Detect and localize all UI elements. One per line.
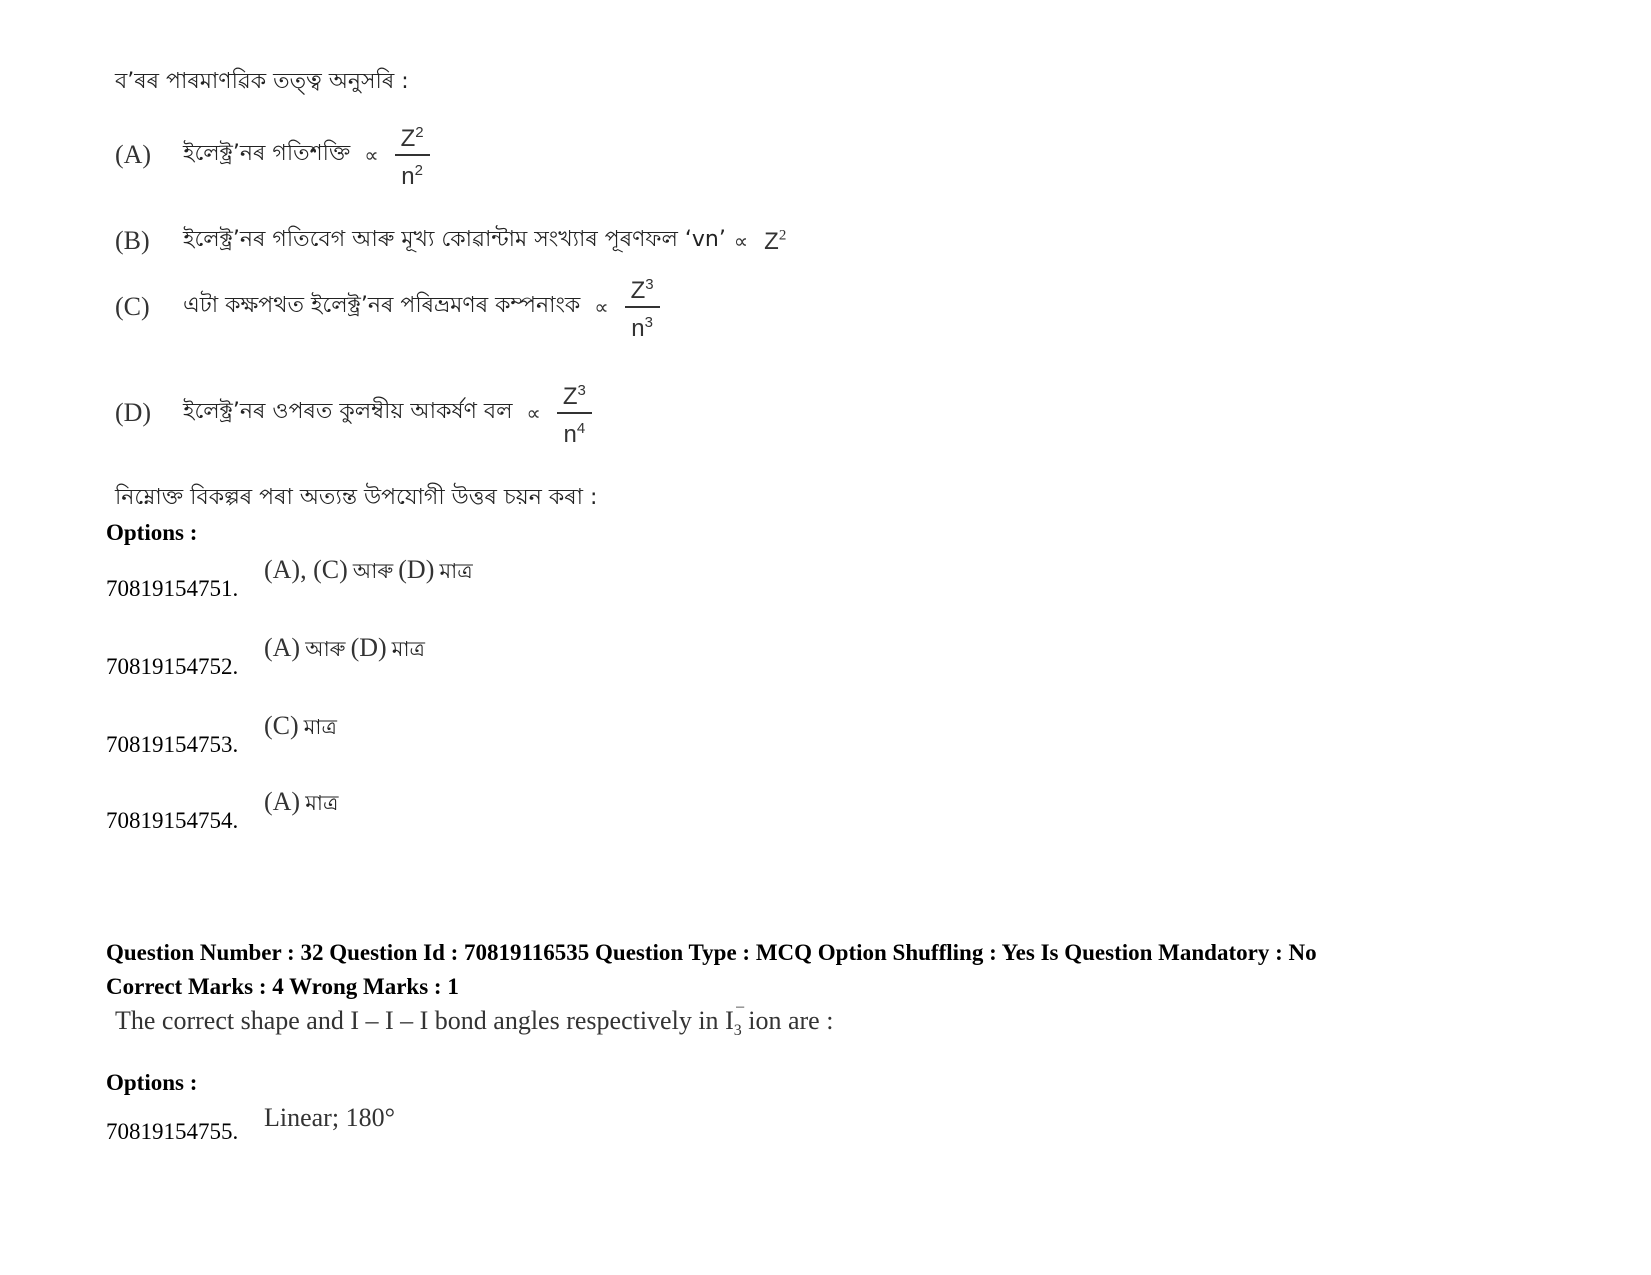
choose-prompt: নিম্নোক্ত বিকল্পৰ পৰা অত্যন্ত উপযোগী উত্তৰ চয়ন কৰা :	[115, 485, 598, 510]
options-label: Options :	[106, 520, 198, 545]
option-row[interactable]	[106, 711, 337, 758]
ion-formula: $I_3$ –	[725, 998, 745, 1039]
option-id: 70819154753.	[106, 732, 239, 757]
statement-text: এটা কক্ষপথত ইলেক্ট্ৰ’নৰ পৰিভ্ৰমণৰ কম্পনাংক	[183, 293, 581, 319]
option-id: 70819154754.	[106, 808, 239, 833]
option-value: (A), (C) আৰু (D) মাত্ৰ	[264, 555, 473, 584]
option-id: 70819154752.	[106, 654, 239, 679]
option-row[interactable]	[106, 787, 338, 834]
proportional-symbol: ∝	[733, 228, 749, 253]
option-row[interactable]	[106, 555, 473, 602]
q32-meta-line2: Correct Marks : 4 Wrong Marks : 1	[106, 974, 459, 999]
q32-options-label: Options :	[106, 1070, 198, 1095]
option-value: Linear; 180°	[264, 1103, 395, 1132]
fraction: $\frac{Z^2}{n^2}$	[395, 118, 430, 192]
statement-text: ইলেক্ট্ৰ’নৰ ওপৰত কুলম্বীয় আকৰ্ষণ বল	[183, 399, 513, 425]
option-id: 70819154755.	[106, 1119, 239, 1144]
q31-intro: ব’ৰৰ পাৰমাণৱিক তত্ত্ব অনুসৰি :	[115, 69, 409, 94]
proportional-symbol: ∝	[364, 142, 379, 167]
statement-letter: (A)	[115, 139, 152, 169]
statement-text: ইলেক্ট্ৰ’নৰ গতিবেগ আৰু মূখ্য কোৱান্টাম সংখ্যাৰ পূৰণফল ‘vn’	[183, 227, 726, 252]
statement-b	[115, 222, 786, 259]
statement-d	[115, 376, 592, 450]
option-value: (A) আৰু (D) মাত্ৰ	[264, 633, 425, 662]
option-id: 70819154751.	[106, 576, 239, 601]
statement-letter: (C)	[115, 291, 150, 321]
q32-question-text: The correct shape and I – I – I bond angles respectively in $I_3$ – ion are :	[115, 998, 834, 1039]
option-row[interactable]	[106, 633, 425, 680]
statement-c	[115, 270, 660, 344]
option-value: (C) মাত্ৰ	[264, 711, 337, 740]
statement-letter: (B)	[115, 225, 150, 255]
statement-letter: (D)	[115, 397, 152, 427]
option-row[interactable]	[106, 1103, 395, 1145]
statement-b-value: $Z^2$	[764, 226, 787, 255]
option-value: (A) মাত্ৰ	[264, 787, 339, 816]
statement-a	[115, 118, 430, 192]
fraction: $\frac{Z^3}{n^4}$	[557, 376, 592, 450]
proportional-symbol: ∝	[594, 294, 609, 319]
fraction: $\frac{Z^3}{n^3}$	[625, 270, 660, 344]
q32-meta-line1: Question Number : 32 Question Id : 70819116535 Question Type : MCQ Option Shuffling : Yes Is Question Mandatory : No	[106, 940, 1317, 965]
statement-text: ইলেক্ট্ৰ’নৰ গতিশক্তি	[183, 141, 351, 167]
proportional-symbol: ∝	[526, 400, 541, 425]
